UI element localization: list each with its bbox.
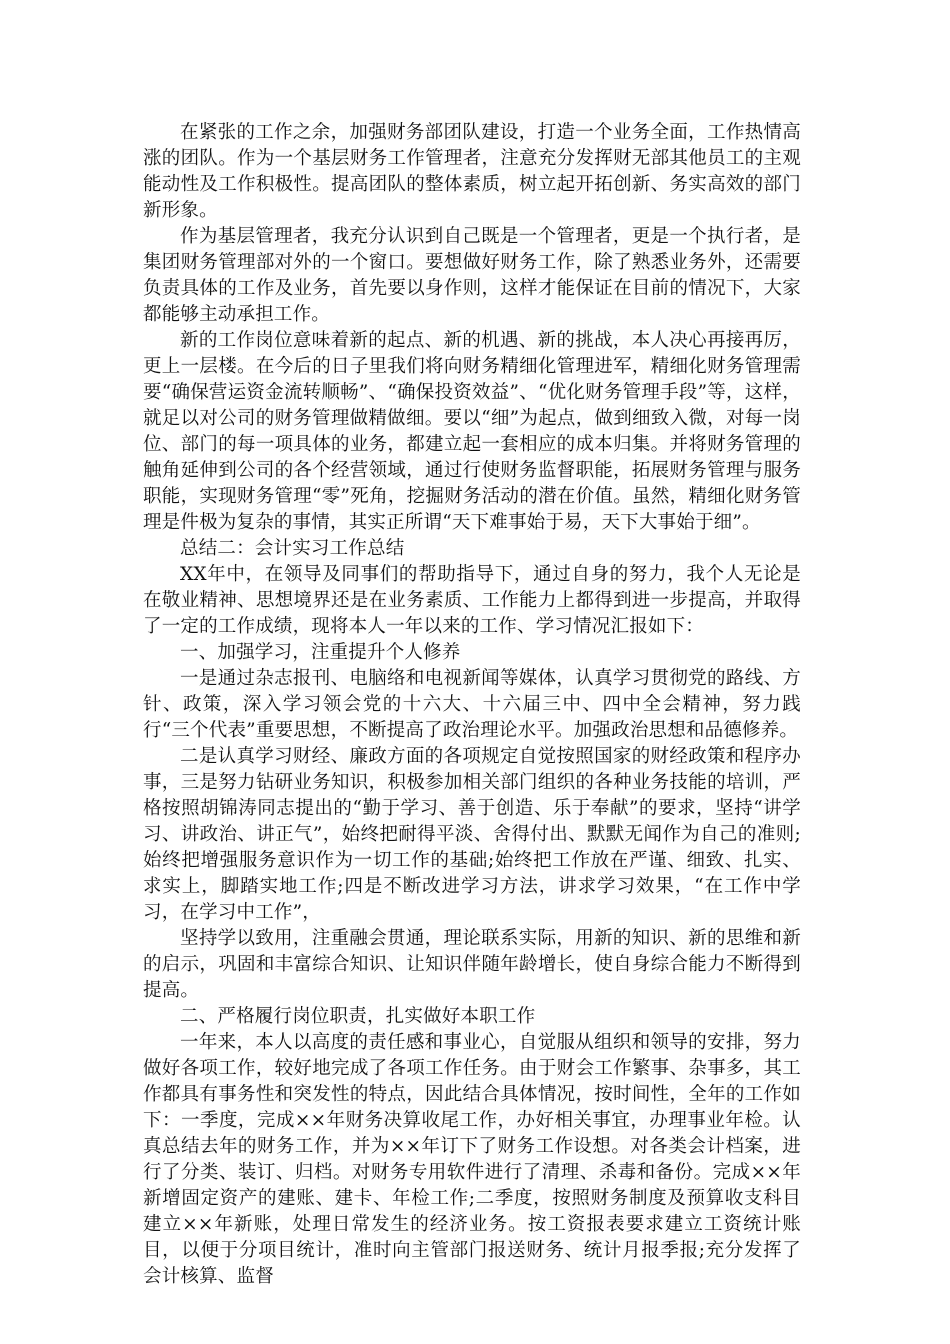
paragraph-manager-role: 作为基层管理者，我充分认识到自己既是一个管理者，更是一个执行者，是集团财务管理部对外的一个窗口。要想做好财务工作，除了熟悉业务外，还需要负责具体的工作及业务，首先要以身作则，这样才能保证在目前的情况下，大家都能够主动承担工作。 [143, 226, 801, 325]
document-body [143, 120, 801, 1290]
section-heading-summary-two: 总结二：会计实习工作总结 [180, 538, 405, 559]
paragraph-team-building: 在紧张的工作之余，加强财务部团队建设，打造一个业务全面，工作热情高涨的团队。作为一个基层财务工作管理者，注意充分发挥财无部其他员工的主观能动性及工作积极性。提高团队的整体素质，树立起开拓创新、务实高效的部门新形象。 [143, 122, 801, 221]
paragraph-study-one: 一是通过杂志报刊、电脑络和电视新闻等媒体，认真学习贯彻党的路线、方针、政策，深入学习领会党的十六大、十六届三中、四中全会精神，努力践行“三个代表”重要思想，不断提高了政治理论水平。加强政治思想和品德修养。 [143, 668, 801, 741]
paragraph-apply-learning: 坚持学以致用，注重融会贯通，理论联系实际，用新的知识、新的思维和新的启示，巩固和丰富综合知识、让知识伴随年龄增长，使自身综合能力不断得到提高。 [143, 928, 801, 1001]
section-heading-duties: 二、严格履行岗位职责，扎实做好本职工作 [180, 1006, 536, 1027]
paragraph-refined-management: 新的工作岗位意味着新的起点、新的机遇、新的挑战，本人决心再接再厉，更上一层楼。在今后的日子里我们将向财务精细化管理进军，精细化财务管理需要“确保营运资金流转顺畅”、“确保投资效益”、“优化财务管理手段”等，这样，就足以对公司的财务管理做精做细。要以“细”为起点，做到细致入微，对每一岗位、部门的每一项具体的业务，都建立起一套相应的成本归集。并将财务管理的触角延伸到公司的各个经营领域，通过行使财务监督职能，拓展财务管理与服务职能，实现财务管理“零”死角，挖掘财务活动的潜在价值。虽然，精细化财务管理是件极为复杂的事情，其实正所谓“天下难事始于易，天下大事始于细”。 [143, 330, 801, 533]
paragraph-study-two: 二是认真学习财经、廉政方面的各项规定自觉按照国家的财经政策和程序办事，三是努力钻研业务知识，积极参加相关部门组织的各种业务技能的培训，严格按照胡锦涛同志提出的“勤于学习、善于创造、乐于奉献”的要求，坚持“讲学习、讲政治、讲正气”，始终把耐得平淡、舍得付出、默默无闻作为自己的准则;始终把增强服务意识作为一切工作的基础;始终把工作放在严谨、细致、扎实、求实上，脚踏实地工作;四是不断改进学习方法，讲求学习效果，“在工作中学习，在学习中工作”， [143, 746, 801, 923]
paragraph-yearly-work: 一年来，本人以高度的责任感和事业心，自觉服从组织和领导的安排，努力做好各项工作，较好地完成了各项工作任务。由于财会工作繁事、杂事多，其工作都具有事务性和突发性的特点，因此结合具体情况，按时间性，全年的工作如下：一季度，完成××年财务决算收尾工作，办好相关事宜，办理事业年检。认真总结去年的财务工作，并为××年订下了财务工作设想。对各类会计档案，进行了分类、装订、归档。对财务专用软件进行了清理、杀毒和备份。完成××年新增固定资产的建账、建卡、年检工作;二季度，按照财务制度及预算收支科目建立××年新账，处理日常发生的经济业务。按工资报表要求建立工资统计账目，以便于分项目统计，准时向主管部门报送财务、统计月报季报;充分发挥了会计核算、监督 [143, 1032, 801, 1287]
section-heading-study: 一、加强学习，注重提升个人修养 [180, 642, 461, 663]
paragraph-year-intro: XX年中，在领导及同事们的帮助指导下，通过自身的努力，我个人无论是在敬业精神、思想境界还是在业务素质、工作能力上都得到进一步提高，并取得了一定的工作成绩，现将本人一年以来的工作、学习情况汇报如下： [143, 564, 801, 637]
